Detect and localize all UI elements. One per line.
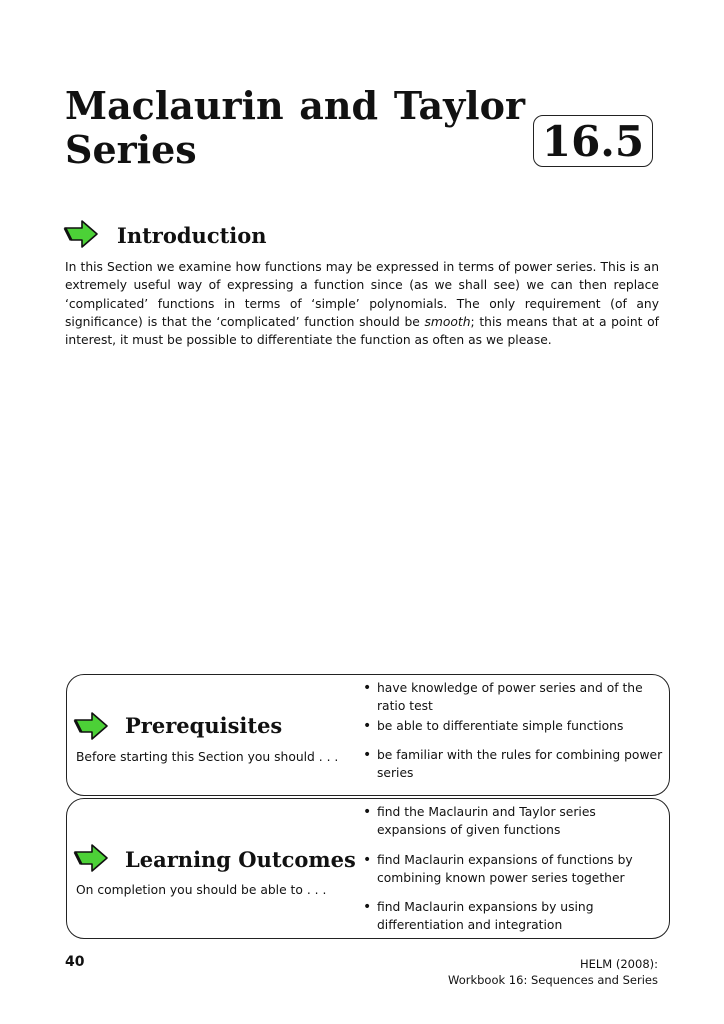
- list-item: • be familiar with the rules for combining power series: [363, 746, 663, 782]
- title-word: Taylor: [393, 83, 525, 128]
- learning-outcomes-heading: Learning Outcomes: [125, 847, 356, 872]
- title-word: Maclaurin: [65, 83, 284, 128]
- prerequisites-box: [66, 674, 670, 796]
- arrow-icon: [73, 843, 111, 873]
- section-number-badge: 16.5: [533, 115, 653, 167]
- learning-outcomes-box: [66, 798, 670, 939]
- list-item: • be able to differentiate simple functions: [363, 717, 663, 739]
- footer-source-line: HELM (2008):: [579, 957, 658, 971]
- arrow-icon: [73, 711, 111, 741]
- learning-outcomes-lead: On completion you should be able to . . .: [76, 883, 327, 897]
- prerequisites-list: [363, 679, 663, 782]
- learning-outcomes-list: [363, 803, 663, 934]
- list-item: • find Maclaurin expansions by using differentiation and integration: [363, 898, 663, 934]
- list-item: • have knowledge of power series and of the ratio test: [363, 679, 663, 709]
- introduction-heading: Introduction: [117, 223, 267, 248]
- footer-source-line: Workbook 16: Sequences and Series: [448, 973, 658, 987]
- title-word: and: [299, 83, 379, 128]
- prerequisites-heading: Prerequisites: [125, 713, 283, 738]
- list-item: • find the Maclaurin and Taylor series expansions of given functions: [363, 803, 663, 839]
- title-line-1: [65, 84, 525, 128]
- page-number: 40: [65, 954, 85, 970]
- prerequisites-lead: Before starting this Section you should . . .: [76, 750, 339, 764]
- list-item: • find Maclaurin expansions of functions by combining known power series together: [363, 851, 663, 887]
- footer-source: [448, 956, 658, 988]
- title-line-2: Series: [65, 127, 197, 172]
- page-title: [65, 84, 525, 172]
- introduction-text: In this Section we examine how functions may be expressed in terms of power series. This is an extremely useful way of expressing a function since (as we shall see) we can then replace ‘complicated’ functions in terms of ‘simple’ polynomials. The only requirement (of any significance) is that the ‘complicated’ function should be smooth; this means that at a point of interest, it must be possible to differentiate the function as often as we please.: [65, 260, 659, 348]
- arrow-icon: [63, 219, 101, 249]
